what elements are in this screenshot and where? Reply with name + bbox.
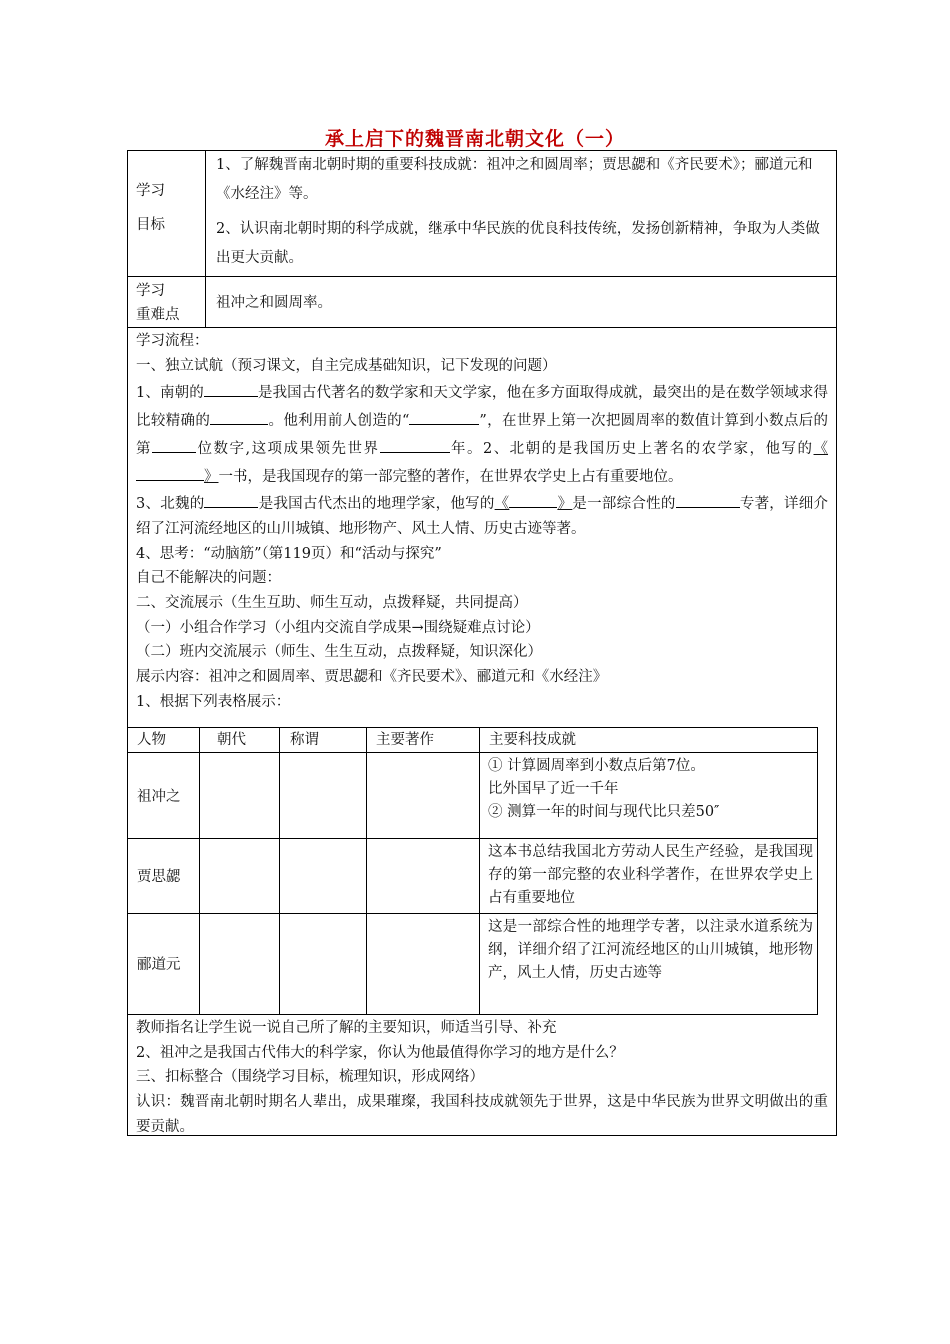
person-name: 祖冲之 [137, 789, 181, 805]
section-2-heading: 二、交流展示（生生互助、师生互动，点拨释疑，共同提高） [136, 595, 528, 612]
goal-1: 1、了解魏晋南北朝时期的重要科技成就：祖冲之和圆周率；贾思勰和《齐民要术》；郦道元和《水经注》等。 [216, 157, 813, 202]
teacher-note: 教师指名让学生说一说自己所了解的主要知识，师适当引导、补充 [136, 1020, 557, 1036]
section-2-2: （二）班内交流展示（师生、生生互动，点拨释疑，知识深化） [136, 644, 542, 661]
column-divider [205, 151, 206, 327]
keypoints-text: 祖冲之和圆周率。 [216, 295, 332, 311]
goals-label-1: 学习 [136, 183, 165, 199]
table-col-border [199, 727, 200, 1015]
summary-section [136, 1016, 828, 1140]
figures-table [128, 727, 818, 1015]
goals-label-2: 目标 [136, 217, 165, 233]
show-content: 展示内容：祖冲之和圆周率、贾思勰和《齐民要术》、郦道元和《水经注》 [136, 669, 608, 686]
unsolved-prompt: 自己不能解决的问题： [136, 570, 281, 587]
achievement-cell: 这本书总结我国北方劳动人民生产经验，是我国现存的第一部完整的农业科学著作，在世界农学史上占有重要地位 [488, 844, 813, 906]
question-2: 2、祖冲之是我国古代伟大的科学家，你认为他最值得你学习的地方是什么？ [136, 1044, 624, 1061]
achievement-cell: ① 计算圆周率到小数点后第7位。 比外国早了近一千年 ② 测算一年的时间与现代比只差50″ [488, 758, 720, 820]
header-person: 人物 [137, 732, 166, 748]
table-row-border [128, 752, 818, 753]
section-2-1: （一）小组合作学习（小组内交流自学成果→围绕疑难点讨论） [136, 619, 540, 636]
header-title: 称谓 [290, 732, 319, 748]
table-col-border [366, 727, 367, 1015]
process-heading: 学习流程： [136, 333, 209, 349]
table-intro: 1、根据下列表格展示： [136, 693, 291, 710]
person-name: 贾思勰 [137, 869, 181, 885]
header-dynasty: 朝代 [217, 732, 246, 748]
header-works: 主要著作 [376, 732, 434, 748]
conclusion: 认识：魏晋南北朝时期名人辈出，成果璀璨，我国科技成就领先于世界，这是中华民族为世界文明做出的重要贡献。 [136, 1094, 828, 1135]
achievement-cell: 这是一部综合性的地理学专著，以注录水道系统为纲，详细介绍了江河流经地区的山川城镇，地形物产，风土人情，历史古迹等 [488, 919, 813, 981]
person-name: 郦道元 [137, 957, 181, 973]
row-divider [128, 276, 836, 277]
table-col-border [817, 727, 818, 1015]
row-divider [128, 327, 836, 328]
table-row-border [128, 1014, 818, 1015]
question-4: 4、思考：“动脑筋”（第119页）和“活动与探究” [136, 545, 442, 562]
goal-2: 2、认识南北朝时期的科学成就，继承中华民族的优良科技传统，发扬创新精神，争取为人类做出更大贡献。 [216, 221, 820, 266]
table-col-border [279, 727, 280, 1015]
process-section [136, 329, 828, 715]
table-col-border [479, 727, 480, 1015]
worksheet-table [127, 150, 837, 1136]
question-3: 3、北魏的 是我国古代杰出的地理学家，他写的《 》是一部综合性的 专著，详细介绍了江河流经地区的山川城镇、地形物产、风土人情、历史古迹等著。 [136, 489, 828, 541]
table-row-border [128, 838, 818, 839]
question-1: 1、南朝的 是我国古代著名的数学家和天文学家，他在多方面取得成就，最突出的是在数学领域求得比较精确的 。他利用前人创造的“ ”，在世界上第一次把圆周率的数值计算到小数点后的第 位数字,这项成果领先世界 年。2、北朝的是我国历史上著名的农学家，他写的《》一书，是我国现存的第一部完整的著作，在世界农学史上占有重要地位。 [136, 378, 828, 489]
section-3-heading: 三、扣标整合（围绕学习目标，梳理知识，形成网络） [136, 1069, 484, 1086]
page-title: 承上启下的魏晋南北朝文化（一） [324, 128, 625, 150]
header-achievements: 主要科技成就 [489, 732, 576, 748]
table-row-border [128, 727, 818, 728]
goals-text [216, 151, 830, 273]
keypoints-label-1: 学习 [136, 283, 165, 299]
keypoints-label-2: 重难点 [136, 307, 180, 323]
table-row-border [128, 913, 818, 914]
section-1-heading: 一、独立试航（预习课文，自主完成基础知识，记下发现的问题） [136, 357, 557, 374]
